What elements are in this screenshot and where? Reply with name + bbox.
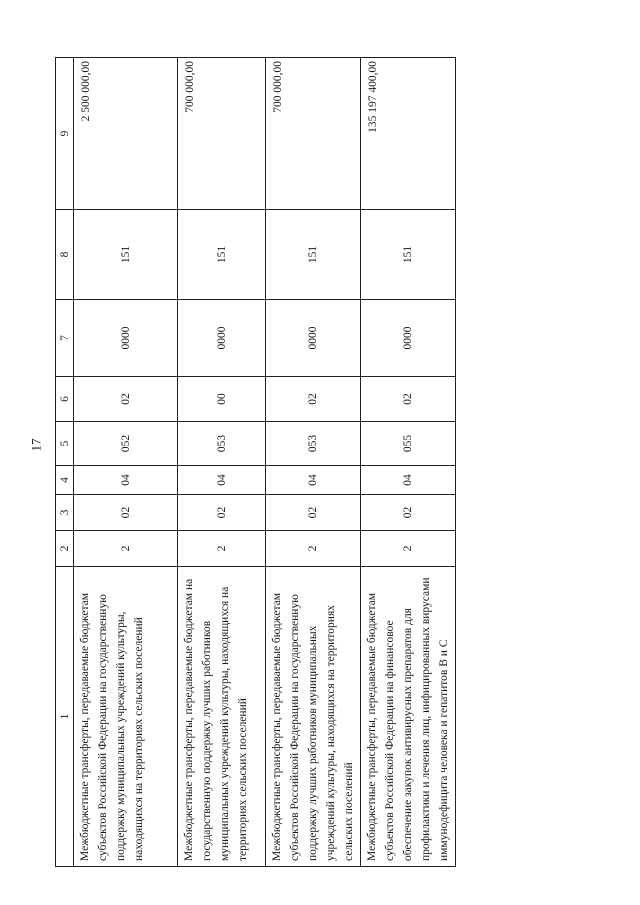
code-cell: 04 xyxy=(74,466,178,495)
amount-cell: 135 197 400,00 xyxy=(361,58,456,210)
code-cell: 02 xyxy=(178,495,266,531)
code-cell: 053 xyxy=(266,422,361,466)
table-row xyxy=(74,58,178,867)
row-description: Межбюджетные трансферты, передаваемые бюджетам субъектов Российской Федерации на финансовое обеспечение закупок антивирусных препаратов для профилактики и лечения лиц, инфицированных вирусами иммунодефицита человека и гепатитов B и C xyxy=(361,567,456,867)
table-row xyxy=(361,58,456,867)
code-cell: 2 xyxy=(266,531,361,567)
row-description: Межбюджетные трансферты, передаваемые бюджетам субъектов Российской Федерации на государственную поддержку муниципальных учреждений культуры, находящихся на территориях сельских поселений xyxy=(74,567,178,867)
header-cell: 4 xyxy=(56,466,74,495)
code-cell: 2 xyxy=(74,531,178,567)
header-cell: 7 xyxy=(56,300,74,377)
code-cell: 2 xyxy=(178,531,266,567)
code-cell: 053 xyxy=(178,422,266,466)
header-cell: 8 xyxy=(56,210,74,300)
code-cell: 02 xyxy=(361,377,456,422)
code-cell: 00 xyxy=(178,377,266,422)
table-row xyxy=(266,58,361,867)
code-cell: 04 xyxy=(361,466,456,495)
code-cell: 2 xyxy=(361,531,456,567)
table-row xyxy=(178,58,266,867)
code-cell: 151 xyxy=(266,210,361,300)
amount-cell: 2 500 000,00 xyxy=(74,58,178,210)
code-cell: 02 xyxy=(361,495,456,531)
code-cell: 151 xyxy=(178,210,266,300)
code-cell: 0000 xyxy=(178,300,266,377)
code-cell: 02 xyxy=(74,377,178,422)
table-header-row xyxy=(56,58,74,867)
header-cell: 9 xyxy=(56,58,74,210)
row-description: Межбюджетные трансферты, передаваемые бюджетам на государственную поддержку лучших работников муниципальных учреждений культуры, находящихся на территориях сельских поселений xyxy=(178,567,266,867)
code-cell: 052 xyxy=(74,422,178,466)
code-cell: 04 xyxy=(266,466,361,495)
header-cell: 1 xyxy=(56,567,74,867)
row-description: Межбюджетные трансферты, передаваемые бюджетам субъектов Российской Федерации на государственную поддержку лучших работников муниципальных учреждений культуры, находящихся на территориях сельских поселений xyxy=(266,567,361,867)
header-cell: 3 xyxy=(56,495,74,531)
amount-cell: 700 000,00 xyxy=(178,58,266,210)
code-cell: 0000 xyxy=(361,300,456,377)
code-cell: 151 xyxy=(361,210,456,300)
code-cell: 0000 xyxy=(266,300,361,377)
header-cell: 6 xyxy=(56,377,74,422)
code-cell: 02 xyxy=(266,495,361,531)
amount-cell: 700 000,00 xyxy=(266,58,361,210)
code-cell: 151 xyxy=(74,210,178,300)
code-cell: 055 xyxy=(361,422,456,466)
rotated-table-container xyxy=(55,58,450,867)
header-cell: 5 xyxy=(56,422,74,466)
code-cell: 02 xyxy=(74,495,178,531)
budget-table xyxy=(55,57,456,867)
page-number: 17 xyxy=(28,438,44,452)
code-cell: 04 xyxy=(178,466,266,495)
code-cell: 0000 xyxy=(74,300,178,377)
code-cell: 02 xyxy=(266,377,361,422)
header-cell: 2 xyxy=(56,531,74,567)
